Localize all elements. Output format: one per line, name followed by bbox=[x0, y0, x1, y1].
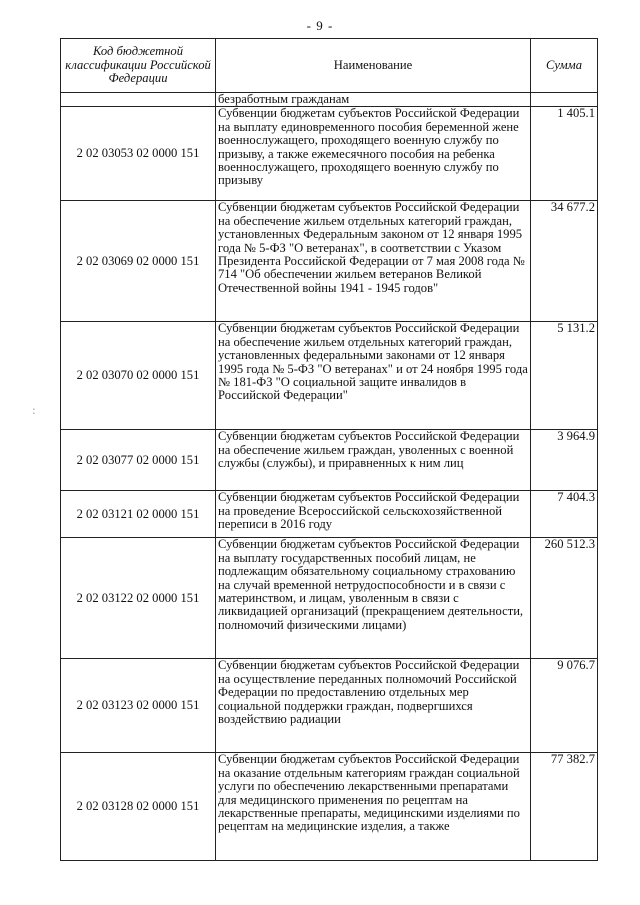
row-name: Субвенции бюджетам субъектов Российской Федерации на проведение Всероссийской сельскохозяйственной переписи в 2016 году bbox=[216, 491, 531, 538]
budget-table bbox=[60, 38, 598, 861]
row-name: Субвенции бюджетам субъектов Российской Федерации на выплату государственных пособий лицам, не подлежащим обязательному социальному страхованию на случай временной нетрудоспособности и в связи с материнством, и лицам, уволенным в связи с ликвидацией организаций (прекращением деятельности, полномочий физическими лицами) bbox=[216, 538, 531, 659]
table-row bbox=[61, 107, 598, 201]
row-code: 2 02 03070 02 0000 151 bbox=[61, 322, 216, 430]
row-name: Субвенции бюджетам субъектов Российской Федерации на выплату единовременного пособия беременной жене военнослужащего, проходящего военную службу по призыву, а также ежемесячного пособия на ребенка военнослужащего, проходящего военную службу по призыву bbox=[216, 107, 531, 201]
table-row bbox=[61, 322, 598, 430]
table-row bbox=[61, 201, 598, 322]
row-sum: 77 382.7 bbox=[531, 753, 598, 861]
row-code: 2 02 03077 02 0000 151 bbox=[61, 430, 216, 491]
row-code: 2 02 03121 02 0000 151 bbox=[61, 491, 216, 538]
table-header-row bbox=[61, 39, 598, 93]
row-sum: 260 512.3 bbox=[531, 538, 598, 659]
row-name: Субвенции бюджетам субъектов Российской Федерации на обеспечение жильем граждан, уволенных с военной службы (службы), и приравненных к ним лиц bbox=[216, 430, 531, 491]
page-number: - 9 - bbox=[306, 18, 334, 33]
row-code: 2 02 03128 02 0000 151 bbox=[61, 753, 216, 861]
row-sum: 7 404.3 bbox=[531, 491, 598, 538]
row-name: Субвенции бюджетам субъектов Российской Федерации на обеспечение жильем отдельных категорий граждан, установленных федеральными законами от 12 января 1995 года № 5-ФЗ "О ветеранах" и от 24 ноября 1995 года № 181-ФЗ "О социальной защите инвалидов в Российской Федерации" bbox=[216, 322, 531, 430]
row-code: 2 02 03069 02 0000 151 bbox=[61, 201, 216, 322]
table-row bbox=[61, 659, 598, 753]
header-code: Код бюджетной классификации Российской Федерации bbox=[61, 39, 216, 93]
header-sum: Сумма bbox=[531, 39, 598, 93]
row-sum: 34 677.2 bbox=[531, 201, 598, 322]
table-row bbox=[61, 538, 598, 659]
row-sum: 9 076.7 bbox=[531, 659, 598, 753]
row-code: 2 02 03123 02 0000 151 bbox=[61, 659, 216, 753]
table-row bbox=[61, 753, 598, 861]
row-sum: 3 964.9 bbox=[531, 430, 598, 491]
row-sum: 1 405.1 bbox=[531, 107, 598, 201]
table-row bbox=[61, 491, 598, 538]
row-name: Субвенции бюджетам субъектов Российской Федерации на оказание отдельным категориям граждан социальной услуги по обеспечению лекарственными препаратами для медицинского применения по рецептам на лекарственные препараты, медицинскими изделиями по рецептам на медицинские изделия, а также bbox=[216, 753, 531, 861]
row-name: Субвенции бюджетам субъектов Российской Федерации на обеспечение жильем отдельных категорий граждан, установленных Федеральным законом от 12 января 1995 года № 5-ФЗ "О ветеранах", в соответствии с Указом Президента Российской Федерации от 7 мая 2008 года № 714 "Об обеспечении жильем ветеранов Великой Отечественной войны 1941 - 1945 годов" bbox=[216, 201, 531, 322]
table-row bbox=[61, 430, 598, 491]
continuation-text: безработным гражданам bbox=[216, 93, 531, 107]
header-name: Наименование bbox=[216, 39, 531, 93]
row-code: 2 02 03122 02 0000 151 bbox=[61, 538, 216, 659]
row-code: 2 02 03053 02 0000 151 bbox=[61, 107, 216, 201]
row-sum: 5 131.2 bbox=[531, 322, 598, 430]
row-name: Субвенции бюджетам субъектов Российской Федерации на осуществление переданных полномочий Российской Федерации по предоставлению отдельных мер социальной поддержки граждан, подвергшихся воздействию радиации bbox=[216, 659, 531, 753]
continuation-row bbox=[61, 93, 598, 107]
continuation-code-cell bbox=[61, 93, 216, 107]
continuation-sum-cell bbox=[531, 93, 598, 107]
margin-mark: : bbox=[32, 404, 36, 417]
